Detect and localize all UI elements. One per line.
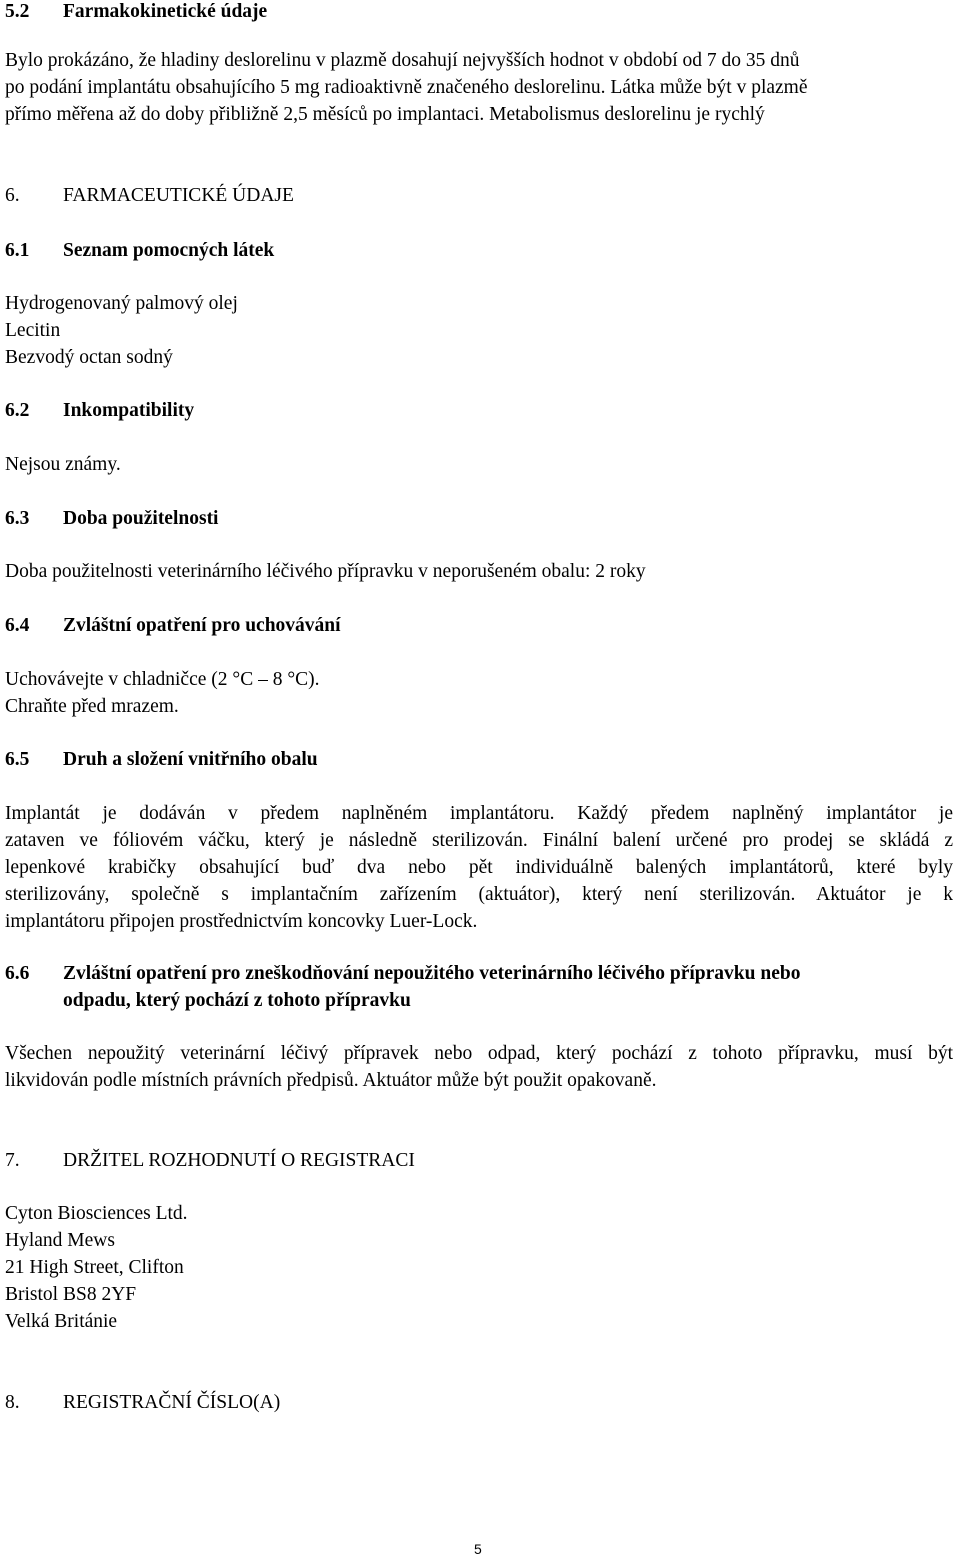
section-6-2-heading: 6.2 Inkompatibility	[5, 400, 195, 421]
section-6-5-heading: 6.5 Druh a složení vnitřního obalu	[5, 749, 318, 770]
section-6-4-heading: 6.4 Zvláštní opatření pro uchovávání	[5, 615, 341, 636]
section-6-2-text: Nejsou známy.	[5, 454, 121, 475]
section-6-1-heading: 6.1 Seznam pomocných látek	[5, 240, 275, 261]
address-line: Velká Británie	[5, 1311, 118, 1332]
section-6-3-text: Doba použitelnosti veterinárního léčivého přípravku v neporušeném obalu: 2 roky	[5, 561, 646, 582]
section-6-4-line: Uchovávejte v chladničce (2 °C – 8 °C).	[5, 669, 320, 690]
section-6-3-heading: 6.3 Doba použitelnosti	[5, 508, 219, 529]
section-6-6-heading: 6.6 Zvláštní opatření pro zneškodňování nepoužitého veterinárního léčivého přípravku nebo odpadu, který pochází z tohoto přípravku	[5, 963, 801, 1011]
address-line: Hyland Mews	[5, 1230, 115, 1251]
excipient-item: Bezvodý octan sodný	[5, 347, 173, 368]
section-6-5-text: Implantát je dodáván v předem naplněném implantátoru. Každý předem naplněný implantátor je zataven ve fóliovém váčku, který je následně sterilizován. Finální balení určené pro prodej se skládá z lepenkové krabičky obsahující buď dva nebo pět individuálně balených implantátorů, které byly sterilizovány, společně s implantačním zařízením (aktuátor), který není sterilizován. Aktuátor je k implantátoru připojen prostřednictvím koncovky Luer-Lock.	[5, 803, 953, 932]
section-8-heading: 8. REGISTRAČNÍ ČÍSLO(A)	[5, 1392, 281, 1413]
section-5-2-heading: 5.2 Farmakokinetické údaje	[5, 1, 268, 22]
excipient-item: Lecitin	[5, 320, 61, 341]
excipient-item: Hydrogenovaný palmový olej	[5, 293, 238, 314]
address-line: Bristol BS8 2YF	[5, 1284, 137, 1305]
page-number: 5	[474, 1541, 482, 1557]
address-line: 21 High Street, Clifton	[5, 1257, 184, 1278]
section-6-6-text: Všechen nepoužitý veterinární léčivý přípravek nebo odpad, který pochází z tohoto přípravku, musí být likvidován podle místních právních předpisů. Aktuátor může být použit opakovaně.	[5, 1043, 953, 1091]
section-5-2-text: Bylo prokázáno, že hladiny deslorelinu v plazmě dosahují nejvyšších hodnot v období od 7 do 35 dnů po podání implantátu obsahujícího 5 mg radioaktivně značeného deslorelinu. Látka může být v plazmě přímo měřena až do doby přibližně 2,5 měsíců po implantaci. Metabolismus deslorelinu je rychlý	[5, 50, 808, 125]
section-6-heading: 6. FARMACEUTICKÉ ÚDAJE	[5, 185, 294, 206]
address-line: Cyton Biosciences Ltd.	[5, 1203, 188, 1224]
section-6-4-line: Chraňte před mrazem.	[5, 696, 179, 717]
section-7-heading: 7. DRŽITEL ROZHODNUTÍ O REGISTRACI	[5, 1150, 415, 1171]
